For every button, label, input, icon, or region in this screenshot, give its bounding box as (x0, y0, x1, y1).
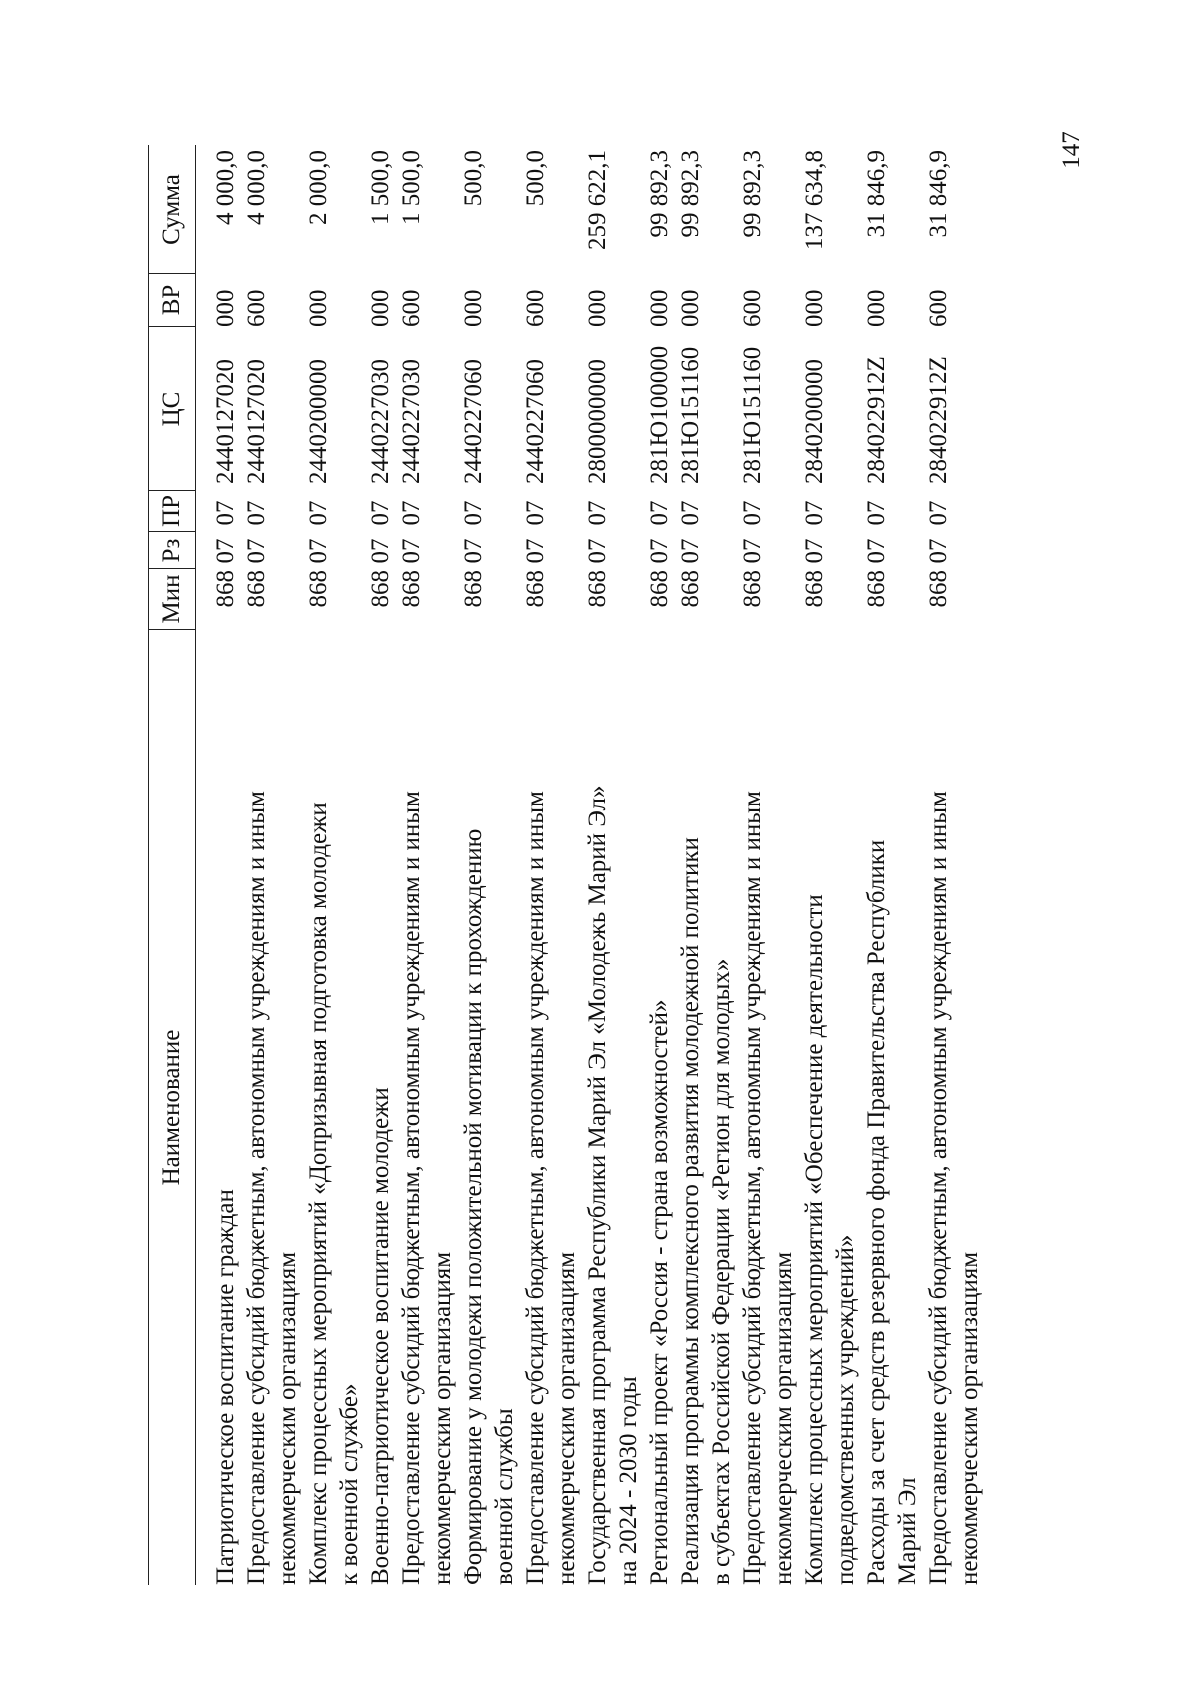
row-name: Патриотическое воспитание граждан (212, 1189, 239, 1585)
row-pr: 07 (522, 500, 549, 526)
row-name: Региональный проект «Россия - страна возможностей» (646, 999, 673, 1585)
row-min: 868 (398, 570, 425, 608)
row-rz: 07 (584, 538, 611, 564)
row-min: 868 (739, 570, 766, 608)
row-name: Предоставление субсидий бюджетным, автономным учреждениям и иным некоммерческим организациям (522, 791, 580, 1585)
row-vr: 600 (522, 289, 549, 327)
row-min: 868 (212, 570, 239, 608)
row-rz: 07 (646, 538, 673, 564)
header-min: Мин (148, 568, 196, 630)
row-rz: 07 (305, 538, 332, 564)
table-row (458, 145, 520, 1585)
row-cs: 2440200000 (305, 359, 332, 484)
table-row (737, 145, 799, 1585)
row-sum: 99 892,3 (677, 150, 704, 238)
row-min: 868 (584, 570, 611, 608)
row-rz: 07 (863, 538, 890, 564)
table-row (210, 145, 241, 1585)
row-pr: 07 (305, 500, 332, 526)
row-sum: 99 892,3 (739, 150, 766, 238)
table-row (303, 145, 365, 1585)
row-vr: 000 (460, 289, 487, 327)
row-vr: 000 (305, 289, 332, 327)
row-sum: 259 622,1 (584, 150, 611, 250)
row-vr: 000 (212, 289, 239, 327)
row-vr: 000 (646, 289, 673, 327)
row-min: 868 (522, 570, 549, 608)
row-sum: 99 892,3 (646, 150, 673, 238)
row-rz: 07 (677, 538, 704, 564)
row-min: 868 (646, 570, 673, 608)
row-cs: 281Ю151160 (677, 346, 704, 484)
row-rz: 07 (801, 538, 828, 564)
row-sum: 500,0 (460, 150, 487, 207)
row-rz: 07 (243, 538, 270, 564)
table-body (210, 145, 985, 1585)
row-min: 868 (925, 570, 952, 608)
header-pr: ПР (148, 490, 196, 532)
row-rz: 07 (925, 538, 952, 564)
row-cs: 2440127020 (243, 359, 270, 484)
table-row (365, 145, 396, 1585)
row-vr: 600 (243, 289, 270, 327)
page-number: 147 (1058, 131, 1085, 169)
row-pr: 07 (677, 500, 704, 526)
row-vr: 000 (863, 289, 890, 327)
row-cs: 284022912Z (863, 356, 890, 484)
row-name: Предоставление субсидий бюджетным, автономным учреждениям и иным некоммерческим организациям (739, 791, 797, 1585)
row-sum: 31 846,9 (863, 150, 890, 238)
row-cs: 2840200000 (801, 359, 828, 484)
row-pr: 07 (646, 500, 673, 526)
header-vr: ВР (148, 273, 196, 327)
table-row (520, 145, 582, 1585)
row-cs: 281Ю151160 (739, 346, 766, 484)
row-rz: 07 (522, 538, 549, 564)
row-pr: 07 (863, 500, 890, 526)
row-sum: 1 500,0 (367, 150, 394, 225)
table-row (241, 145, 303, 1585)
table-row (799, 145, 861, 1585)
row-pr: 07 (367, 500, 394, 526)
row-name: Предоставление субсидий бюджетным, автономным учреждениям и иным некоммерческим организациям (925, 791, 983, 1585)
row-pr: 07 (212, 500, 239, 526)
row-vr: 000 (801, 289, 828, 327)
row-name: Предоставление субсидий бюджетным, автономным учреждениям и иным некоммерческим организациям (243, 791, 301, 1585)
row-cs: 2440127020 (212, 359, 239, 484)
row-sum: 2 000,0 (305, 150, 332, 225)
row-vr: 000 (677, 289, 704, 327)
row-pr: 07 (398, 500, 425, 526)
row-name: Комплекс процессных мероприятий «Допризывная подготовка молодежи к военной службе» (305, 802, 363, 1585)
table-row (582, 145, 644, 1585)
row-min: 868 (863, 570, 890, 608)
header-rz: Рз (148, 532, 196, 569)
row-pr: 07 (584, 500, 611, 526)
row-sum: 500,0 (522, 150, 549, 207)
row-pr: 07 (739, 500, 766, 526)
row-vr: 000 (367, 289, 394, 327)
row-name: Предоставление субсидий бюджетным, автономным учреждениям и иным некоммерческим организациям (398, 791, 456, 1585)
row-rz: 07 (460, 538, 487, 564)
row-rz: 07 (367, 538, 394, 564)
row-pr: 07 (243, 500, 270, 526)
row-pr: 07 (925, 500, 952, 526)
row-vr: 600 (398, 289, 425, 327)
row-rz: 07 (739, 538, 766, 564)
table-row (923, 145, 985, 1585)
row-cs: 2440227030 (367, 359, 394, 484)
row-rz: 07 (212, 538, 239, 564)
table-row (861, 145, 923, 1585)
header-sum: Сумма (148, 145, 196, 274)
row-name: Реализация программы комплексного развития молодежной политики в субъектах Российской Федерации «Регион для молодых» (677, 837, 735, 1585)
row-sum: 1 500,0 (398, 150, 425, 225)
row-min: 868 (460, 570, 487, 608)
row-sum: 31 846,9 (925, 150, 952, 238)
row-vr: 000 (584, 289, 611, 327)
row-name: Формирование у молодежи положительной мотивации к прохождению военной службы (460, 828, 518, 1585)
header-name: Наименование (148, 630, 196, 1585)
row-cs: 2440227030 (398, 359, 425, 484)
row-min: 868 (367, 570, 394, 608)
row-cs: 281Ю100000 (646, 345, 673, 484)
row-sum: 4 000,0 (243, 150, 270, 225)
row-cs: 2440227060 (522, 359, 549, 484)
row-min: 868 (801, 570, 828, 608)
table-row (644, 145, 675, 1585)
row-name: Государственная программа Республики Марий Эл «Молодежь Марий Эл» на 2024 - 2030 годы (584, 785, 642, 1585)
row-cs: 2800000000 (584, 359, 611, 484)
header-cs: ЦС (148, 327, 196, 491)
row-name: Комплекс процессных мероприятий «Обеспечение деятельности подведомственных учреждений» (801, 894, 859, 1585)
budget-table (148, 145, 1028, 1585)
row-min: 868 (305, 570, 332, 608)
row-min: 868 (677, 570, 704, 608)
row-sum: 137 634,8 (801, 150, 828, 250)
row-vr: 600 (739, 289, 766, 327)
row-cs: 2440227060 (460, 359, 487, 484)
row-name: Расходы за счет средств резервного фонда Правительства Республики Марий Эл (863, 839, 921, 1585)
table-row (396, 145, 458, 1585)
row-cs: 284022912Z (925, 356, 952, 484)
row-sum: 4 000,0 (212, 150, 239, 225)
row-rz: 07 (398, 538, 425, 564)
row-name: Военно-патриотическое воспитание молодежи (367, 1087, 394, 1585)
table-row (675, 145, 737, 1585)
row-vr: 600 (925, 289, 952, 327)
row-min: 868 (243, 570, 270, 608)
row-pr: 07 (801, 500, 828, 526)
row-pr: 07 (460, 500, 487, 526)
